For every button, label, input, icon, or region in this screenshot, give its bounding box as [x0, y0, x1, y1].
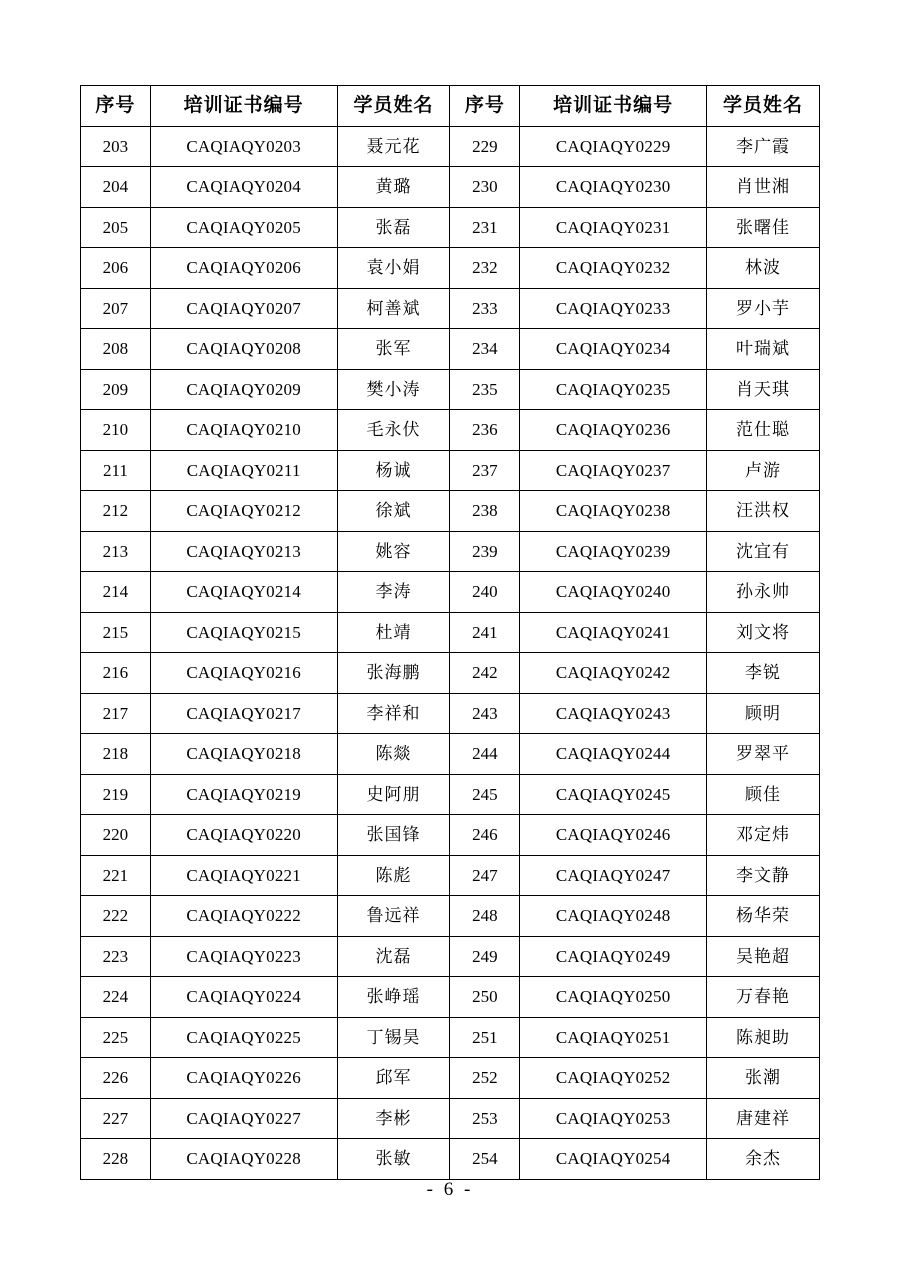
- cell-name-left: 袁小娟: [337, 248, 450, 289]
- cell-seq-left: 225: [81, 1017, 151, 1058]
- cell-name-right: 万春艳: [707, 977, 820, 1018]
- table-row: [81, 248, 820, 289]
- cell-certificate-left: CAQIAQY0228: [150, 1139, 337, 1180]
- cell-name-left: 邱军: [337, 1058, 450, 1099]
- table-row: [81, 329, 820, 370]
- cell-name-right: 肖天琪: [707, 369, 820, 410]
- column-header-certificate-left: 培训证书编号: [150, 86, 337, 127]
- table-row: [81, 207, 820, 248]
- cell-seq-right: 240: [450, 572, 520, 613]
- cell-name-right: 李文静: [707, 855, 820, 896]
- table-row: [81, 1139, 820, 1180]
- table-header: [81, 86, 820, 127]
- cell-seq-left: 203: [81, 126, 151, 167]
- cell-name-right: 顾明: [707, 693, 820, 734]
- cell-certificate-left: CAQIAQY0207: [150, 288, 337, 329]
- cell-certificate-left: CAQIAQY0211: [150, 450, 337, 491]
- cell-seq-right: 231: [450, 207, 520, 248]
- cell-certificate-right: CAQIAQY0251: [520, 1017, 707, 1058]
- cell-name-right: 陈昶助: [707, 1017, 820, 1058]
- cell-seq-right: 239: [450, 531, 520, 572]
- cell-name-left: 姚容: [337, 531, 450, 572]
- cell-seq-right: 241: [450, 612, 520, 653]
- cell-name-right: 张潮: [707, 1058, 820, 1099]
- cell-seq-right: 237: [450, 450, 520, 491]
- column-header-seq-right: 序号: [450, 86, 520, 127]
- cell-seq-right: 244: [450, 734, 520, 775]
- column-header-name-right: 学员姓名: [707, 86, 820, 127]
- cell-seq-right: 253: [450, 1098, 520, 1139]
- table-row: [81, 936, 820, 977]
- table-row: [81, 774, 820, 815]
- cell-seq-right: 238: [450, 491, 520, 532]
- cell-certificate-left: CAQIAQY0203: [150, 126, 337, 167]
- cell-certificate-left: CAQIAQY0215: [150, 612, 337, 653]
- cell-seq-left: 222: [81, 896, 151, 937]
- cell-name-right: 林波: [707, 248, 820, 289]
- trainee-certificate-table: [80, 85, 820, 1180]
- cell-certificate-right: CAQIAQY0240: [520, 572, 707, 613]
- table-row: [81, 855, 820, 896]
- cell-name-right: 唐建祥: [707, 1098, 820, 1139]
- cell-certificate-right: CAQIAQY0250: [520, 977, 707, 1018]
- cell-certificate-right: CAQIAQY0243: [520, 693, 707, 734]
- cell-seq-right: 230: [450, 167, 520, 208]
- cell-seq-right: 234: [450, 329, 520, 370]
- cell-name-left: 鲁远祥: [337, 896, 450, 937]
- cell-certificate-right: CAQIAQY0244: [520, 734, 707, 775]
- cell-seq-right: 232: [450, 248, 520, 289]
- cell-name-right: 张曙佳: [707, 207, 820, 248]
- column-header-certificate-right: 培训证书编号: [520, 86, 707, 127]
- table-row: [81, 612, 820, 653]
- cell-name-right: 余杰: [707, 1139, 820, 1180]
- cell-certificate-right: CAQIAQY0239: [520, 531, 707, 572]
- cell-name-right: 刘文将: [707, 612, 820, 653]
- cell-seq-left: 206: [81, 248, 151, 289]
- cell-seq-right: 229: [450, 126, 520, 167]
- cell-name-left: 张峥瑶: [337, 977, 450, 1018]
- cell-seq-left: 208: [81, 329, 151, 370]
- table-row: [81, 167, 820, 208]
- cell-seq-right: 245: [450, 774, 520, 815]
- cell-seq-left: 215: [81, 612, 151, 653]
- table-row: [81, 653, 820, 694]
- cell-certificate-right: CAQIAQY0248: [520, 896, 707, 937]
- cell-seq-left: 216: [81, 653, 151, 694]
- cell-name-right: 汪洪权: [707, 491, 820, 532]
- cell-certificate-left: CAQIAQY0208: [150, 329, 337, 370]
- cell-seq-right: 248: [450, 896, 520, 937]
- cell-seq-left: 228: [81, 1139, 151, 1180]
- cell-certificate-left: CAQIAQY0226: [150, 1058, 337, 1099]
- cell-certificate-left: CAQIAQY0221: [150, 855, 337, 896]
- cell-seq-left: 205: [81, 207, 151, 248]
- cell-certificate-right: CAQIAQY0249: [520, 936, 707, 977]
- cell-name-right: 肖世湘: [707, 167, 820, 208]
- cell-seq-left: 219: [81, 774, 151, 815]
- table-row: [81, 734, 820, 775]
- cell-seq-left: 212: [81, 491, 151, 532]
- cell-certificate-left: CAQIAQY0206: [150, 248, 337, 289]
- cell-certificate-left: CAQIAQY0223: [150, 936, 337, 977]
- cell-name-left: 李涛: [337, 572, 450, 613]
- cell-seq-right: 236: [450, 410, 520, 451]
- cell-name-left: 张敏: [337, 1139, 450, 1180]
- cell-name-right: 卢游: [707, 450, 820, 491]
- cell-certificate-left: CAQIAQY0224: [150, 977, 337, 1018]
- cell-name-left: 徐斌: [337, 491, 450, 532]
- cell-name-left: 李祥和: [337, 693, 450, 734]
- table-row: [81, 531, 820, 572]
- cell-seq-left: 210: [81, 410, 151, 451]
- cell-seq-right: 250: [450, 977, 520, 1018]
- cell-certificate-left: CAQIAQY0213: [150, 531, 337, 572]
- cell-certificate-left: CAQIAQY0216: [150, 653, 337, 694]
- table-row: [81, 815, 820, 856]
- table-row: [81, 693, 820, 734]
- cell-name-right: 顾佳: [707, 774, 820, 815]
- table-row: [81, 410, 820, 451]
- cell-certificate-right: CAQIAQY0245: [520, 774, 707, 815]
- cell-name-left: 黄璐: [337, 167, 450, 208]
- table-body: [81, 126, 820, 1179]
- cell-name-left: 聂元花: [337, 126, 450, 167]
- cell-name-left: 樊小涛: [337, 369, 450, 410]
- cell-seq-right: 254: [450, 1139, 520, 1180]
- cell-name-left: 张磊: [337, 207, 450, 248]
- cell-certificate-right: CAQIAQY0233: [520, 288, 707, 329]
- cell-seq-left: 226: [81, 1058, 151, 1099]
- cell-seq-right: 235: [450, 369, 520, 410]
- cell-name-right: 杨华荣: [707, 896, 820, 937]
- cell-name-right: 李广霞: [707, 126, 820, 167]
- table-header-row: [81, 86, 820, 127]
- cell-name-right: 李锐: [707, 653, 820, 694]
- table-row: [81, 288, 820, 329]
- cell-seq-right: 251: [450, 1017, 520, 1058]
- cell-name-left: 陈彪: [337, 855, 450, 896]
- table-row: [81, 896, 820, 937]
- cell-seq-left: 220: [81, 815, 151, 856]
- cell-seq-right: 242: [450, 653, 520, 694]
- column-header-seq-left: 序号: [81, 86, 151, 127]
- cell-seq-left: 224: [81, 977, 151, 1018]
- cell-name-right: 沈宜有: [707, 531, 820, 572]
- cell-name-left: 史阿朋: [337, 774, 450, 815]
- cell-certificate-right: CAQIAQY0230: [520, 167, 707, 208]
- cell-certificate-right: CAQIAQY0229: [520, 126, 707, 167]
- cell-certificate-left: CAQIAQY0222: [150, 896, 337, 937]
- cell-certificate-left: CAQIAQY0218: [150, 734, 337, 775]
- cell-certificate-right: CAQIAQY0241: [520, 612, 707, 653]
- cell-certificate-left: CAQIAQY0214: [150, 572, 337, 613]
- table-row: [81, 1017, 820, 1058]
- cell-certificate-left: CAQIAQY0220: [150, 815, 337, 856]
- cell-seq-right: 233: [450, 288, 520, 329]
- cell-certificate-right: CAQIAQY0235: [520, 369, 707, 410]
- cell-certificate-left: CAQIAQY0210: [150, 410, 337, 451]
- cell-certificate-left: CAQIAQY0217: [150, 693, 337, 734]
- cell-name-right: 吴艳超: [707, 936, 820, 977]
- cell-seq-left: 204: [81, 167, 151, 208]
- cell-name-left: 丁锡昊: [337, 1017, 450, 1058]
- cell-name-left: 张海鹏: [337, 653, 450, 694]
- cell-seq-left: 218: [81, 734, 151, 775]
- cell-seq-left: 221: [81, 855, 151, 896]
- cell-certificate-right: CAQIAQY0254: [520, 1139, 707, 1180]
- cell-seq-left: 223: [81, 936, 151, 977]
- cell-certificate-left: CAQIAQY0212: [150, 491, 337, 532]
- cell-seq-left: 227: [81, 1098, 151, 1139]
- table-row: [81, 369, 820, 410]
- cell-name-right: 罗翠平: [707, 734, 820, 775]
- cell-seq-right: 252: [450, 1058, 520, 1099]
- cell-seq-left: 209: [81, 369, 151, 410]
- cell-certificate-right: CAQIAQY0231: [520, 207, 707, 248]
- cell-certificate-right: CAQIAQY0242: [520, 653, 707, 694]
- cell-name-right: 邓定炜: [707, 815, 820, 856]
- table-row: [81, 1058, 820, 1099]
- cell-name-left: 张军: [337, 329, 450, 370]
- cell-seq-right: 246: [450, 815, 520, 856]
- cell-name-left: 沈磊: [337, 936, 450, 977]
- table-row: [81, 450, 820, 491]
- cell-name-left: 李彬: [337, 1098, 450, 1139]
- cell-certificate-left: CAQIAQY0209: [150, 369, 337, 410]
- cell-certificate-left: CAQIAQY0225: [150, 1017, 337, 1058]
- cell-certificate-right: CAQIAQY0232: [520, 248, 707, 289]
- table-row: [81, 572, 820, 613]
- cell-name-left: 杨诚: [337, 450, 450, 491]
- cell-name-left: 张国锋: [337, 815, 450, 856]
- cell-certificate-right: CAQIAQY0246: [520, 815, 707, 856]
- cell-certificate-left: CAQIAQY0204: [150, 167, 337, 208]
- column-header-name-left: 学员姓名: [337, 86, 450, 127]
- cell-certificate-right: CAQIAQY0252: [520, 1058, 707, 1099]
- cell-name-right: 叶瑞斌: [707, 329, 820, 370]
- cell-name-right: 罗小芋: [707, 288, 820, 329]
- cell-seq-right: 249: [450, 936, 520, 977]
- table-row: [81, 126, 820, 167]
- cell-certificate-left: CAQIAQY0219: [150, 774, 337, 815]
- table-row: [81, 977, 820, 1018]
- cell-seq-left: 217: [81, 693, 151, 734]
- cell-certificate-right: CAQIAQY0234: [520, 329, 707, 370]
- cell-seq-left: 213: [81, 531, 151, 572]
- cell-name-right: 范仕聪: [707, 410, 820, 451]
- cell-certificate-left: CAQIAQY0227: [150, 1098, 337, 1139]
- cell-name-left: 陈燚: [337, 734, 450, 775]
- cell-certificate-right: CAQIAQY0247: [520, 855, 707, 896]
- cell-seq-right: 247: [450, 855, 520, 896]
- cell-certificate-right: CAQIAQY0253: [520, 1098, 707, 1139]
- table-row: [81, 491, 820, 532]
- page-number: - 6 -: [426, 1179, 474, 1200]
- cell-name-left: 杜靖: [337, 612, 450, 653]
- cell-name-left: 柯善斌: [337, 288, 450, 329]
- table-row: [81, 1098, 820, 1139]
- cell-name-right: 孙永帅: [707, 572, 820, 613]
- cell-name-left: 毛永伏: [337, 410, 450, 451]
- cell-seq-left: 214: [81, 572, 151, 613]
- cell-certificate-right: CAQIAQY0237: [520, 450, 707, 491]
- cell-certificate-right: CAQIAQY0236: [520, 410, 707, 451]
- cell-seq-left: 211: [81, 450, 151, 491]
- cell-seq-right: 243: [450, 693, 520, 734]
- cell-certificate-right: CAQIAQY0238: [520, 491, 707, 532]
- cell-seq-left: 207: [81, 288, 151, 329]
- cell-certificate-left: CAQIAQY0205: [150, 207, 337, 248]
